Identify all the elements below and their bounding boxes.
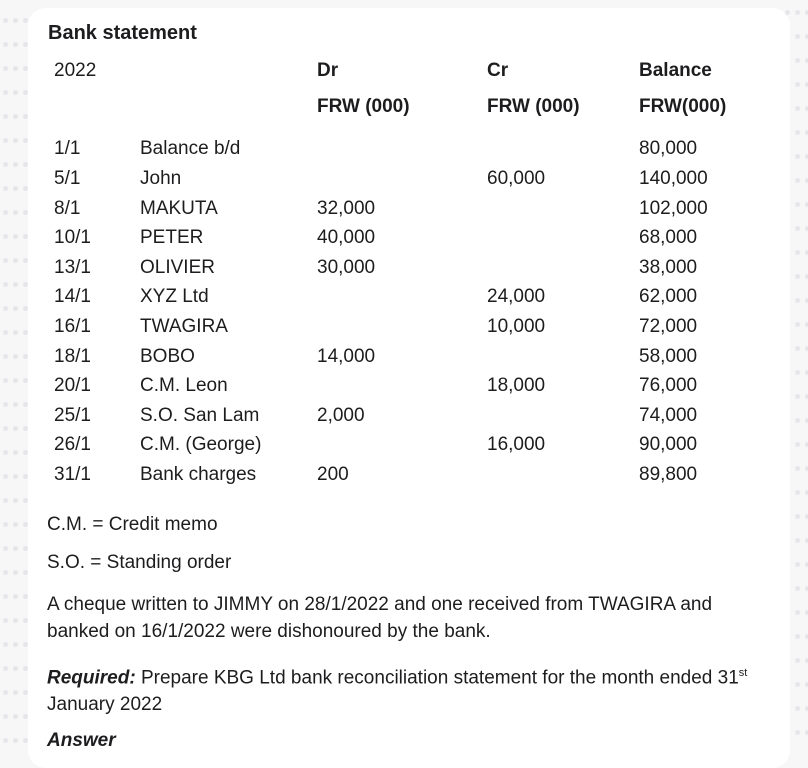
decorative-dot (13, 642, 18, 647)
decorative-dot (795, 418, 800, 423)
cr-cell: 10,000 (487, 316, 546, 337)
standing-order-note: S.O. = Standing order (47, 552, 232, 573)
date-cell: 31/1 (54, 464, 91, 485)
balance-cell: 62,000 (639, 286, 698, 307)
decorative-dot (795, 514, 800, 519)
particulars-cell: OLIVIER (140, 257, 215, 278)
decorative-dot (795, 154, 800, 159)
table-row (28, 198, 790, 228)
decorative-dot (795, 634, 800, 639)
particulars-cell: Balance b/d (140, 138, 241, 159)
decorative-dot (13, 306, 18, 311)
balance-header: Balance (639, 60, 712, 81)
required-superscript: st (738, 667, 748, 679)
decorative-dot (795, 682, 800, 687)
date-cell: 5/1 (54, 168, 81, 189)
decorative-dot (13, 738, 18, 743)
decorative-dot (3, 90, 8, 95)
bank-statement-card (28, 8, 790, 768)
cr-cell: 18,000 (487, 375, 546, 396)
decorative-dot (13, 354, 18, 359)
decorative-dot (3, 594, 8, 599)
dr-cell: 30,000 (317, 257, 376, 278)
decorative-dot (795, 466, 800, 471)
decorative-dot (795, 298, 800, 303)
decorative-dot (13, 474, 18, 479)
cr-cell: 60,000 (487, 168, 546, 189)
decorative-dot (3, 66, 8, 71)
particulars-cell: TWAGIRA (140, 316, 228, 337)
decorative-dot (13, 282, 18, 287)
particulars-cell: BOBO (140, 346, 195, 367)
particulars-cell: C.M. (George) (140, 434, 262, 455)
decorative-dot (795, 658, 800, 663)
date-cell: 10/1 (54, 227, 91, 248)
decorative-dot (13, 522, 18, 527)
decorative-dot (3, 306, 8, 311)
date-cell: 14/1 (54, 286, 91, 307)
particulars-cell: MAKUTA (140, 198, 218, 219)
particulars-cell: S.O. San Lam (140, 405, 260, 426)
decorative-dot (3, 402, 8, 407)
decorative-dot (795, 610, 800, 615)
dr-cell: 200 (317, 464, 349, 485)
decorative-dot (3, 162, 8, 167)
decorative-dot (795, 10, 800, 15)
balance-cell: 90,000 (639, 434, 698, 455)
decorative-dot (795, 322, 800, 327)
balance-cell: 102,000 (639, 198, 708, 219)
table-row (28, 316, 790, 346)
balance-cell: 58,000 (639, 346, 698, 367)
dr-cell: 14,000 (317, 346, 376, 367)
decorative-dot (13, 402, 18, 407)
decorative-dot (13, 498, 18, 503)
decorative-dot (795, 394, 800, 399)
required-label: Required: (47, 667, 136, 689)
required-paragraph (47, 660, 777, 718)
decorative-dot (13, 90, 18, 95)
balance-cell: 38,000 (639, 257, 698, 278)
decorative-dot (13, 66, 18, 71)
decorative-dot (13, 258, 18, 263)
decorative-dot (3, 138, 8, 143)
date-cell: 25/1 (54, 405, 91, 426)
table-row (28, 434, 790, 464)
decorative-dot (795, 178, 800, 183)
page-title: Bank statement (48, 22, 197, 44)
decorative-dot (795, 250, 800, 255)
decorative-dot (795, 274, 800, 279)
decorative-dot (795, 370, 800, 375)
decorative-dot (3, 570, 8, 575)
date-cell: 26/1 (54, 434, 91, 455)
decorative-dot (3, 330, 8, 335)
decorative-dot (3, 474, 8, 479)
decorative-dot (3, 714, 8, 719)
dr-cell: 32,000 (317, 198, 376, 219)
decorative-dot (795, 730, 800, 735)
required-text-after: January 2022 (47, 694, 163, 716)
decorative-dot (3, 42, 8, 47)
table-row (28, 375, 790, 405)
decorative-dot (13, 138, 18, 143)
decorative-dot (13, 234, 18, 239)
decorative-dot (795, 490, 800, 495)
decorative-dot (3, 642, 8, 647)
decorative-dot (13, 114, 18, 119)
year-header: 2022 (54, 60, 97, 81)
decorative-dot (13, 186, 18, 191)
required-text-before: Prepare KBG Ltd bank reconciliation statement for the month ended 31 (135, 667, 739, 689)
particulars-cell: John (140, 168, 182, 189)
decorative-dot (13, 714, 18, 719)
dishonoured-cheque-paragraph: A cheque written to JIMMY on 28/1/2022 and one received from TWAGIRA and banked on 16/1/2022 were dishonoured by the bank. (47, 594, 713, 642)
cr-unit-header: FRW (000) (487, 96, 580, 117)
decorative-dot (795, 82, 800, 87)
decorative-dot (3, 186, 8, 191)
decorative-dot (3, 258, 8, 263)
decorative-dot (795, 106, 800, 111)
table-row (28, 257, 790, 287)
decorative-dot (3, 546, 8, 551)
date-cell: 18/1 (54, 346, 91, 367)
decorative-dot (13, 690, 18, 695)
decorative-dot (13, 42, 18, 47)
decorative-dot (13, 618, 18, 623)
decorative-dot (13, 162, 18, 167)
decorative-dot (13, 378, 18, 383)
balance-cell: 68,000 (639, 227, 698, 248)
dr-cell: 2,000 (317, 405, 365, 426)
dr-header: Dr (317, 60, 339, 81)
balance-cell: 72,000 (639, 316, 698, 337)
decorative-dot (3, 210, 8, 215)
table-row (28, 286, 790, 316)
decorative-dot (3, 282, 8, 287)
table-row (28, 346, 790, 376)
date-cell: 8/1 (54, 198, 81, 219)
decorative-dot (3, 450, 8, 455)
decorative-dot (13, 426, 18, 431)
decorative-dot (795, 706, 800, 711)
decorative-dot (3, 618, 8, 623)
decorative-dot (795, 226, 800, 231)
decorative-dot (3, 234, 8, 239)
date-cell: 16/1 (54, 316, 91, 337)
particulars-cell: XYZ Ltd (140, 286, 209, 307)
decorative-dot (795, 346, 800, 351)
dr-cell: 40,000 (317, 227, 376, 248)
particulars-cell: PETER (140, 227, 204, 248)
date-cell: 1/1 (54, 138, 81, 159)
decorative-dot (3, 378, 8, 383)
decorative-dot (3, 498, 8, 503)
date-cell: 13/1 (54, 257, 91, 278)
balance-cell: 140,000 (639, 168, 708, 189)
decorative-dot (795, 538, 800, 543)
table-row (28, 138, 790, 168)
decorative-dot (795, 442, 800, 447)
decorative-dot (795, 58, 800, 63)
credit-memo-note: C.M. = Credit memo (47, 514, 218, 535)
cr-cell: 16,000 (487, 434, 546, 455)
table-row (28, 464, 790, 494)
dr-unit-header: FRW (000) (317, 96, 410, 117)
decorative-dot (13, 18, 18, 23)
table-row (28, 227, 790, 257)
decorative-dot (3, 354, 8, 359)
decorative-dot (3, 690, 8, 695)
decorative-dot (795, 586, 800, 591)
decorative-dot (13, 666, 18, 671)
decorative-dot (13, 594, 18, 599)
decorative-dot (3, 426, 8, 431)
decorative-dot (13, 546, 18, 551)
decorative-dot (795, 562, 800, 567)
decorative-dot (13, 570, 18, 575)
decorative-dot (795, 202, 800, 207)
table-row (28, 405, 790, 435)
decorative-dot (3, 114, 8, 119)
balance-cell: 76,000 (639, 375, 698, 396)
decorative-dot (795, 34, 800, 39)
date-cell: 20/1 (54, 375, 91, 396)
balance-cell: 74,000 (639, 405, 698, 426)
balance-cell: 80,000 (639, 138, 698, 159)
decorative-dot (13, 210, 18, 215)
balance-cell: 89,800 (639, 464, 698, 485)
decorative-dot (3, 18, 8, 23)
balance-unit-header: FRW(000) (639, 96, 727, 117)
decorative-dot (3, 738, 8, 743)
answer-heading: Answer (47, 730, 116, 751)
particulars-cell: C.M. Leon (140, 375, 228, 396)
decorative-dot (13, 330, 18, 335)
table-row (28, 168, 790, 198)
decorative-dot (795, 130, 800, 135)
decorative-dot (3, 666, 8, 671)
cr-cell: 24,000 (487, 286, 546, 307)
left-dot-pattern (0, 0, 26, 753)
cr-header: Cr (487, 60, 509, 81)
decorative-dot (3, 522, 8, 527)
decorative-dot (13, 450, 18, 455)
particulars-cell: Bank charges (140, 464, 257, 485)
